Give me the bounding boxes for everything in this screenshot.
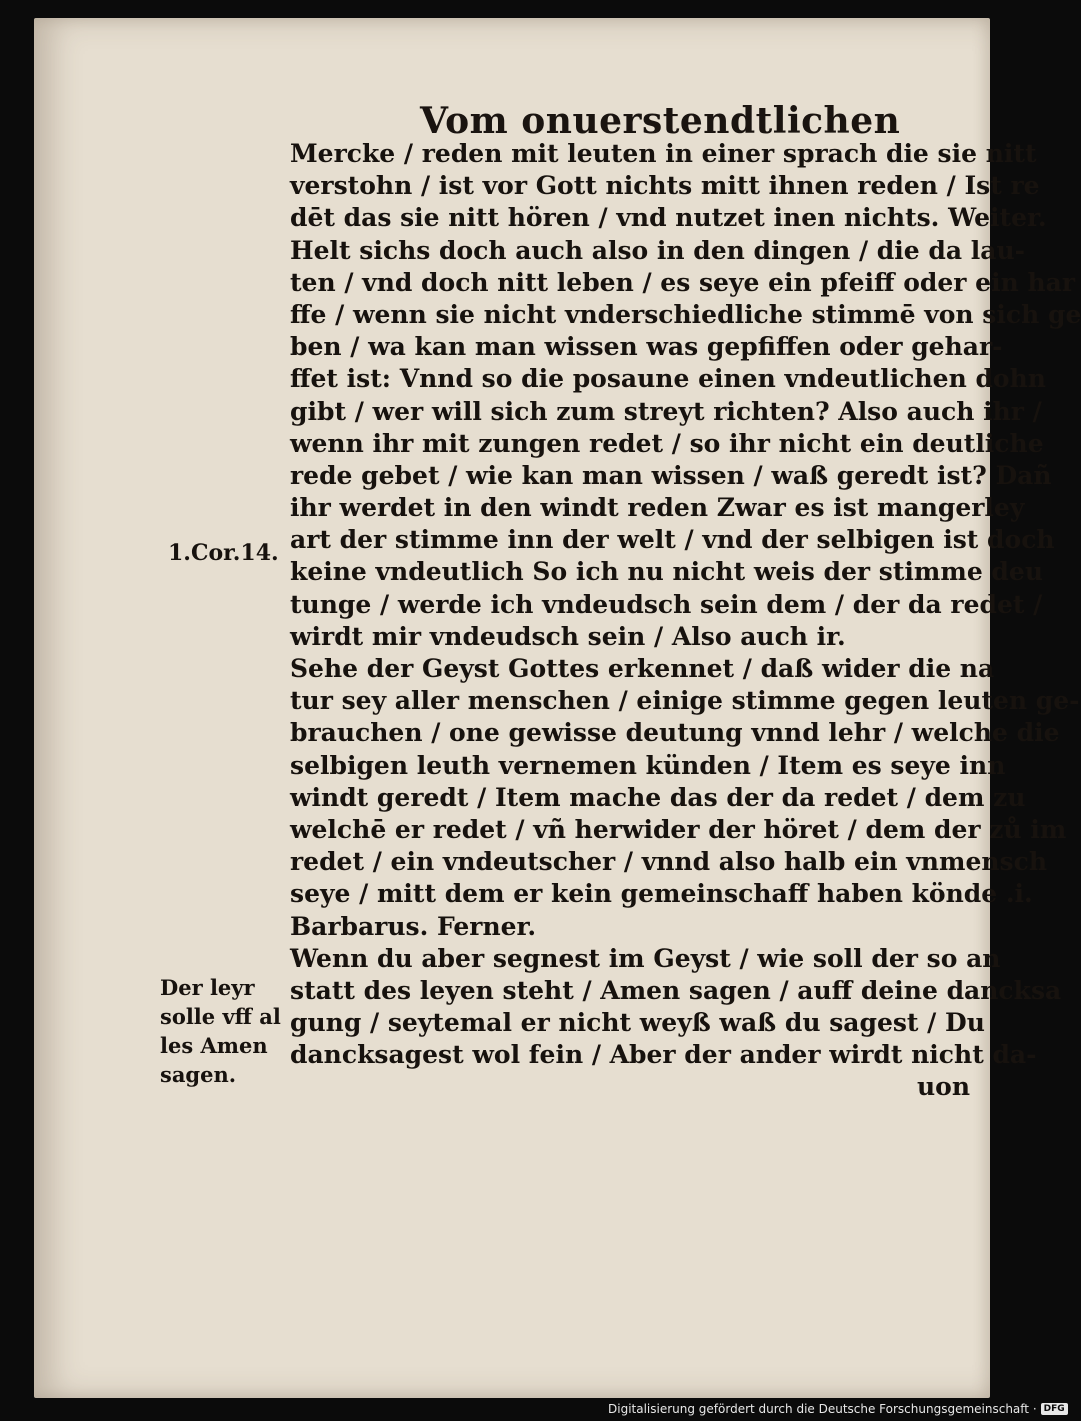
text-line: brauchen / one gewisse deutung vnnd lehr / welche die	[290, 718, 1060, 748]
text-line: tunge / werde ich vndeudsch sein dem / der da redet /	[290, 589, 1043, 619]
digitization-footer	[608, 1402, 1068, 1416]
text-line: dēt das sie nitt hören / vnd nutzet inen nichts. Weiter.	[290, 203, 1047, 233]
text-line: seye / mitt dem er kein gemeinschaff haben könde .i.	[290, 879, 1033, 909]
margin-note-line: Der leyr	[160, 975, 255, 1000]
margin-reference: 1.Cor.14.	[168, 540, 279, 566]
text-line: ben / wa kan man wissen was gepfiffen oder gehar-	[290, 332, 1003, 362]
text-line: rede gebet / wie kan man wissen / waß geredt ist? Dañ	[290, 460, 1052, 490]
text-line: ffe / wenn sie nicht vnderschiedliche stimmē von sich ge	[290, 299, 1081, 329]
text-line: verstohn / ist vor Gott nichts mitt ihnen reden / Ist re	[290, 171, 1040, 201]
body-text	[290, 138, 1081, 1104]
margin-note-line: sagen.	[160, 1062, 237, 1087]
text-line: dancksagest wol fein / Aber der ander wirdt nicht da-	[290, 1040, 1037, 1070]
text-line: Barbarus. Ferner.	[290, 911, 537, 941]
text-line: gibt / wer will sich zum streyt richten? Also auch ihr /	[290, 396, 1042, 426]
text-line: tur sey aller menschen / einige stimme gegen leuten ge-	[290, 686, 1080, 716]
margin-note-line: solle vff al	[160, 1004, 281, 1029]
text-line: welchē er redet / vñ herwider der höret / dem der zů im	[290, 814, 1067, 844]
text-line: redet / ein vndeutscher / vnnd also halb ein vnmensch	[290, 847, 1047, 877]
running-header: Vom onuerstendtlichen	[420, 100, 901, 142]
text-line: selbigen leuth vernemen künden / Item es seye inn	[290, 750, 1006, 780]
text-line: Mercke / reden mit leuten in einer sprach die sie nitt	[290, 139, 1037, 168]
margin-note	[160, 973, 290, 1089]
footer-text: Digitalisierung gefördert durch die Deutsche Forschungsgemeinschaft ·	[608, 1402, 1037, 1416]
text-line: Wenn du aber segnest im Geyst / wie soll der so an	[290, 943, 1001, 973]
text-line: windt geredt / Item mache das der da redet / dem zu	[290, 782, 1026, 812]
dfg-logo-icon: DFG	[1041, 1403, 1068, 1415]
text-line: statt des leyen steht / Amen sagen / auff deine dancksa	[290, 975, 1062, 1005]
text-line: Sehe der Geyst Gottes erkennet / daß wider die na	[290, 654, 995, 683]
text-line: wenn ihr mit zungen redet / so ihr nicht ein deutliche	[290, 428, 1044, 458]
text-line: ten / vnd doch nitt leben / es seye ein pfeiff oder ein har	[290, 267, 1075, 297]
catchword: uon	[916, 1072, 970, 1102]
text-line: gung / seytemal er nicht weyß waß du sagest / Du	[290, 1008, 985, 1038]
text-line: ffet ist: Vnnd so die posaune einen vndeutlichen dohn	[290, 364, 1046, 394]
text-line: wirdt mir vndeudsch sein / Also auch ir.	[290, 621, 846, 651]
text-line: ihr werdet in den windt reden Zwar es ist mangerley	[290, 493, 1025, 523]
text-line: art der stimme inn der welt / vnd der selbigen ist doch	[290, 525, 1055, 555]
margin-note-line: les Amen	[160, 1033, 268, 1058]
text-line: keine vndeutlich So ich nu nicht weis der stimme deu	[290, 557, 1043, 587]
text-line: Helt sichs doch auch also in den dingen / die da lau-	[290, 235, 1026, 265]
